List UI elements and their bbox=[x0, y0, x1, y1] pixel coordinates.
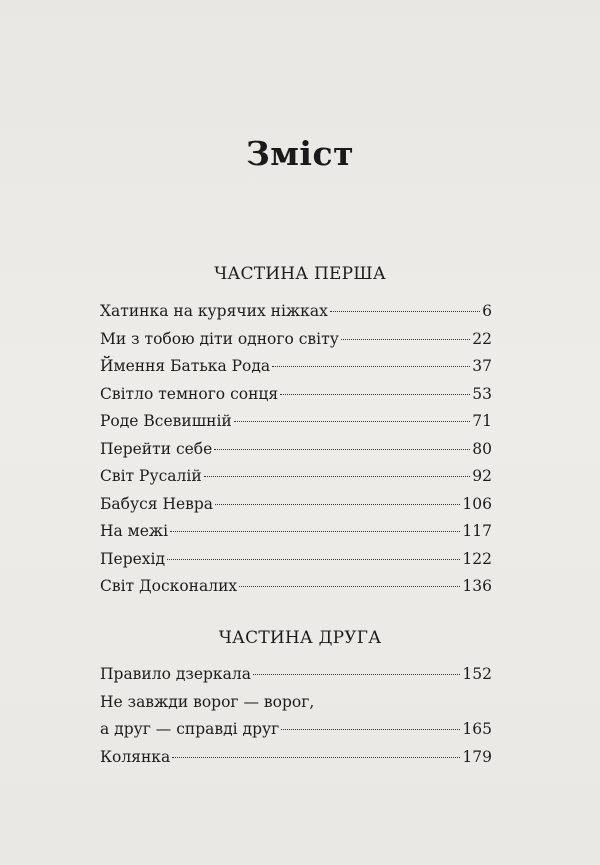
dot-leader bbox=[172, 757, 460, 758]
dot-leader bbox=[167, 559, 460, 560]
toc-entry-title: а друг — справді друг bbox=[100, 720, 280, 738]
dot-leader bbox=[239, 586, 460, 587]
toc-entry bbox=[100, 546, 492, 574]
toc-entry-title: Перейти себе bbox=[100, 439, 213, 458]
toc-entry-page: 6 bbox=[482, 302, 492, 320]
toc-entry-page: 122 bbox=[462, 549, 492, 568]
dot-leader bbox=[330, 311, 480, 312]
toc-entry-page: 165 bbox=[462, 720, 492, 738]
part-two-heading: ЧАСТИНА ДРУГА bbox=[218, 628, 382, 648]
toc-entry-page: 136 bbox=[462, 577, 492, 595]
dot-leader bbox=[253, 674, 460, 675]
dot-leader bbox=[341, 339, 470, 340]
toc-entry-title: Колянка bbox=[100, 747, 171, 766]
dot-leader bbox=[170, 531, 460, 532]
toc-entry bbox=[100, 408, 492, 436]
toc-entry-title: Світло темного сонця bbox=[100, 384, 279, 403]
toc-entry bbox=[100, 744, 492, 772]
toc-entry-page: 179 bbox=[462, 747, 492, 766]
toc-entry-title: Правило дзеркала bbox=[100, 665, 251, 683]
toc-list-part-two bbox=[100, 661, 492, 771]
dot-leader bbox=[234, 421, 471, 422]
toc-entry-title: Перехід bbox=[100, 549, 166, 568]
toc-entry bbox=[100, 436, 492, 464]
toc-entry-page: 152 bbox=[462, 665, 492, 683]
toc-entry-title: Не завжди ворог — ворог, bbox=[100, 692, 315, 711]
dot-leader bbox=[281, 729, 460, 730]
toc-entry bbox=[100, 463, 492, 491]
dot-leader bbox=[204, 476, 471, 477]
toc-list-part-one bbox=[100, 298, 492, 601]
dot-leader bbox=[215, 504, 460, 505]
toc-entry bbox=[100, 716, 492, 744]
toc-entry-title: Бабуся Невра bbox=[100, 494, 214, 513]
toc-entry-page: 53 bbox=[472, 384, 492, 403]
toc-entry bbox=[100, 689, 492, 717]
toc-entry-title: Світ Русалій bbox=[100, 467, 202, 485]
toc-entry-title: Ймення Батька Рода bbox=[100, 357, 271, 375]
toc-entry-page: 71 bbox=[472, 412, 492, 430]
toc-entry bbox=[100, 573, 492, 601]
toc-entry-title: Світ Досконалих bbox=[100, 577, 238, 595]
toc-entry-title: Ми з тобою діти одного світу bbox=[100, 329, 339, 348]
part-one-heading: ЧАСТИНА ПЕРША bbox=[214, 264, 386, 284]
toc-entry bbox=[100, 518, 492, 546]
toc-entry-page: 106 bbox=[462, 494, 492, 513]
dot-leader bbox=[272, 366, 470, 367]
toc-entry-title: На межі bbox=[100, 522, 169, 540]
toc-entry-page: 117 bbox=[462, 522, 492, 540]
toc-entry-title: Роде Всевишній bbox=[100, 412, 232, 430]
toc-entry-page: 22 bbox=[472, 329, 492, 348]
page-title: Зміст bbox=[245, 134, 355, 173]
toc-entry bbox=[100, 661, 492, 689]
toc-entry-title: Хатинка на курячих ніжках bbox=[100, 302, 328, 320]
toc-entry bbox=[100, 326, 492, 354]
toc-entry bbox=[100, 491, 492, 519]
toc-entry bbox=[100, 353, 492, 381]
toc-entry bbox=[100, 381, 492, 409]
toc-entry bbox=[100, 298, 492, 326]
toc-entry-page: 80 bbox=[472, 439, 492, 458]
dot-leader bbox=[280, 394, 470, 395]
toc-entry-page: 37 bbox=[472, 357, 492, 375]
dot-leader bbox=[214, 449, 470, 450]
toc-entry-page: 92 bbox=[472, 467, 492, 485]
